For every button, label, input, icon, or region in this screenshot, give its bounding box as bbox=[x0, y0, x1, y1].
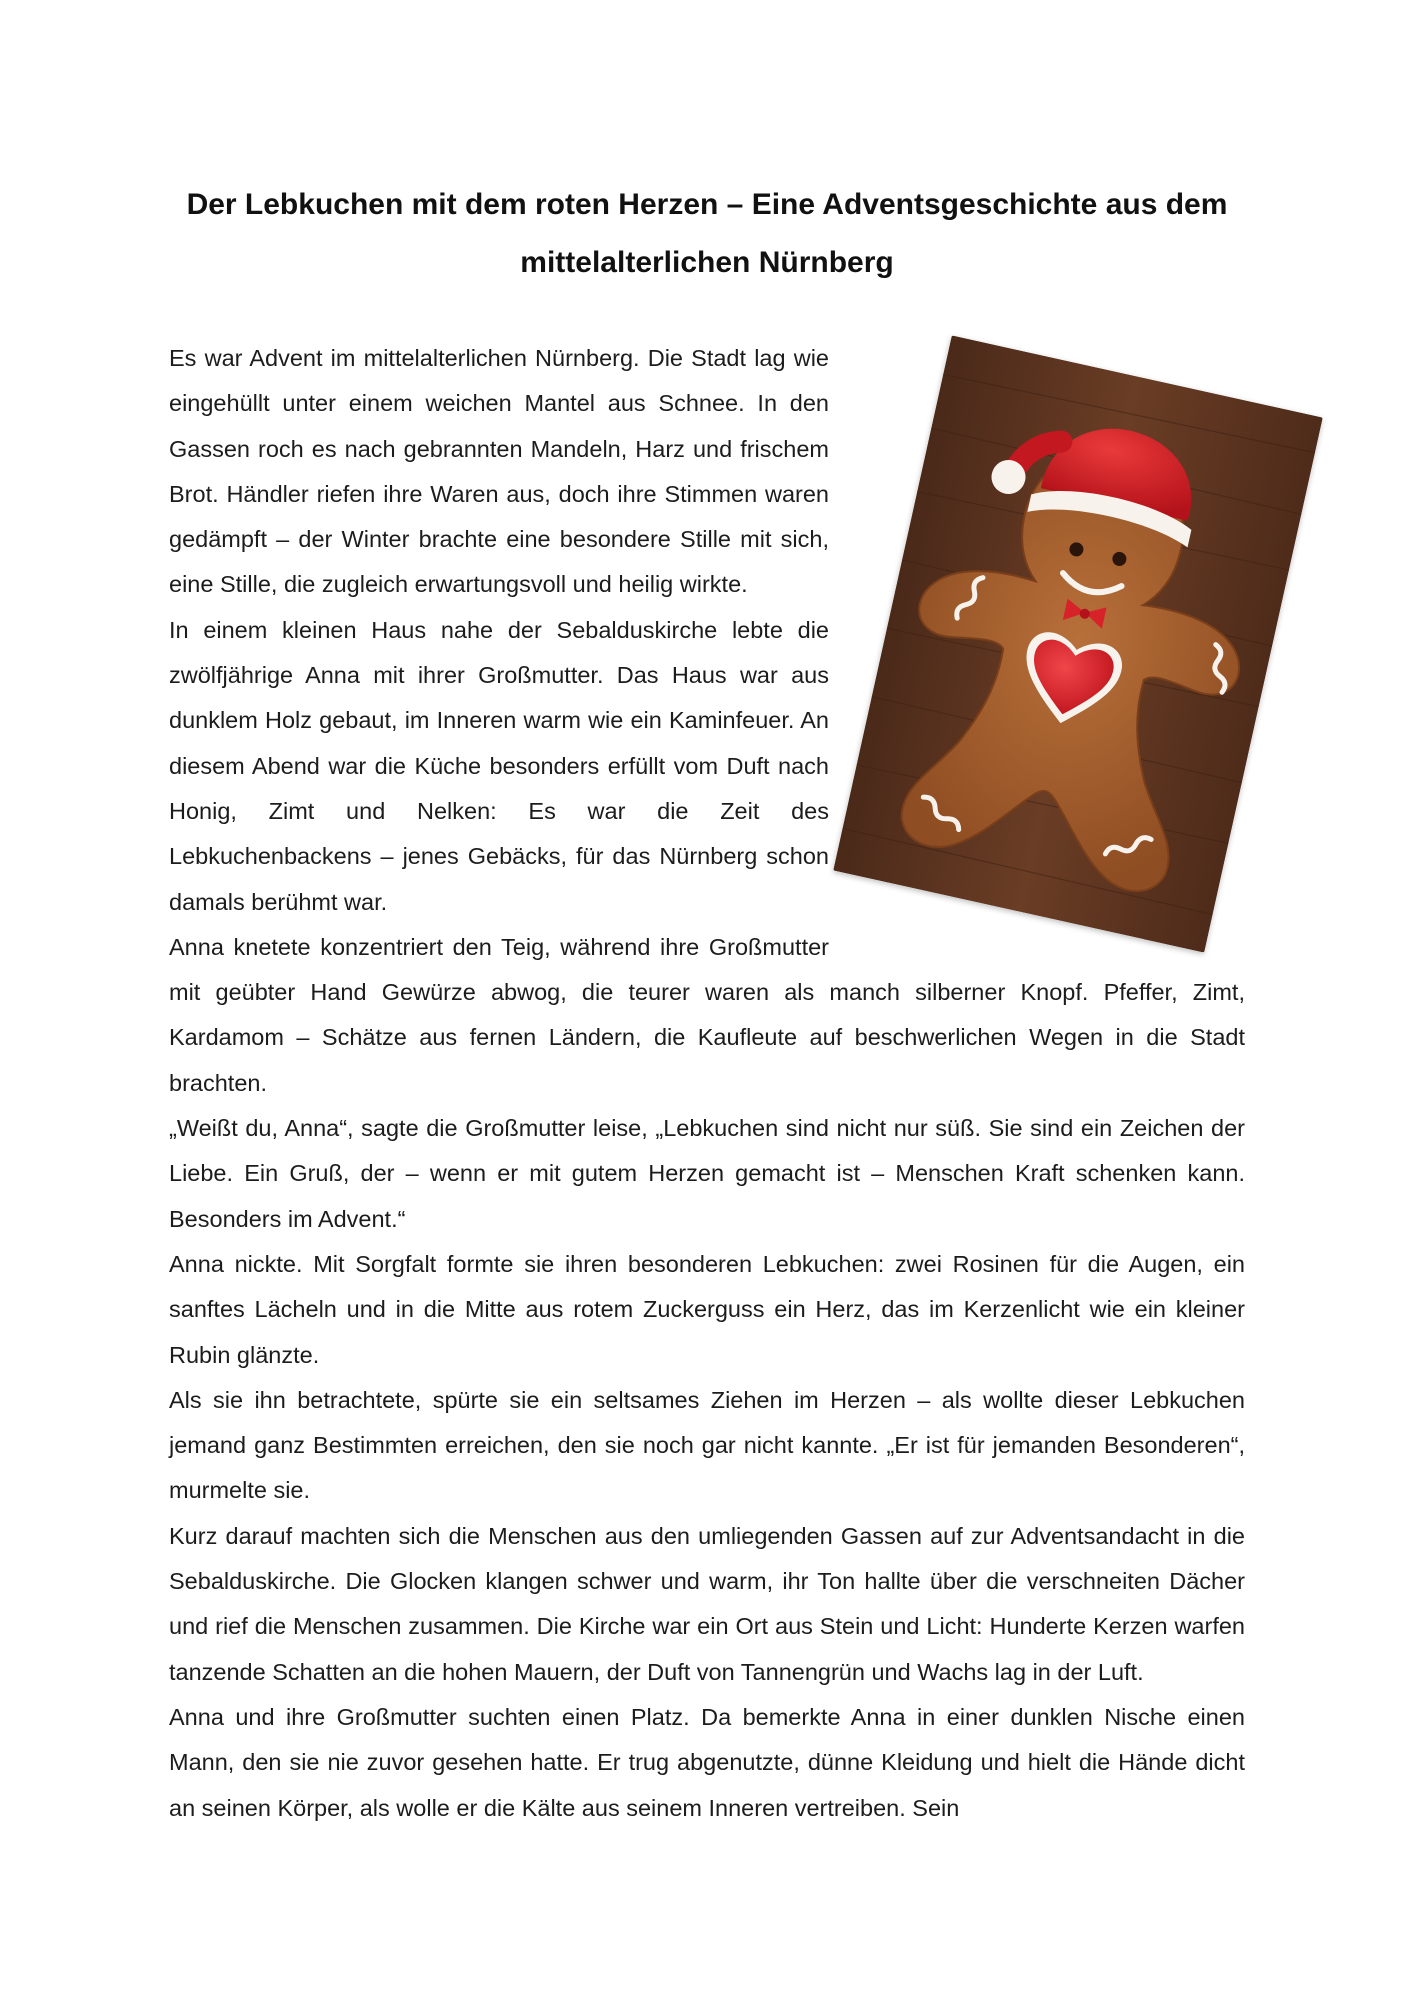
image-float-spacer bbox=[845, 336, 1245, 936]
paragraph: Kurz darauf machten sich die Menschen aus den umliegenden Gassen auf zur Adventsandacht in die Sebalduskirche. Die Glocken klangen schwer und warm, ihr Ton hallte über die verschneiten Dächer und rief die Menschen zusammen. Die Kirche war ein Ort aus Stein und Licht: Hunderte Kerzen warfen tanzende Schatten an die hohen Mauern, der Duft von Tannengrün und Wachs lag in der Luft. bbox=[169, 1522, 1245, 1685]
paragraph: Anna und ihre Großmutter suchten einen Platz. Da bemerkte Anna in einer dunklen Nische einen Mann, den sie nie zuvor gesehen hatte. Er trug abgenutzte, dünne Kleidung und hielt die Hände dicht an seinen Körper, als wolle er die Kälte aus seinem Inneren vertreiben. Sein bbox=[169, 1703, 1245, 1821]
paragraph: In einem kleinen Haus nahe der Sebalduskirche lebte die zwölfjährige Anna mit ihrer Großmutter. Das Haus war aus dunklem Holz gebaut, im Inneren warm wie ein Kaminfeuer. An diesem Abend war die Küche besonders erfüllt vom Duft nach Honig, Zimt und Nelken: Es war die Zeit des Lebkuchenbackens – jenes Gebäcks, für das Nürnberg schon damals berühmt war. bbox=[169, 616, 829, 915]
story-body bbox=[169, 336, 1245, 1831]
document-title: Der Lebkuchen mit dem roten Herzen – Eine Adventsgeschichte aus dem mittelalterlichen Nürnberg bbox=[186, 188, 1228, 279]
paragraph: Es war Advent im mittelalterlichen Nürnberg. Die Stadt lag wie eingehüllt unter einem weichen Mantel aus Schnee. In den Gassen roch es nach gebrannten Mandeln, Harz und frischem Brot. Händler riefen ihre Waren aus, doch ihre Stimmen waren gedämpft – der Winter brachte eine besondere Stille mit sich, eine Stille, die zugleich erwartungsvoll und heilig wirkte. bbox=[169, 345, 829, 598]
paragraph: „Weißt du, Anna“, sagte die Großmutter leise, „Lebkuchen sind nicht nur süß. Sie sind ein Zeichen der Liebe. Ein Gruß, der – wenn er mit gutem Herzen gemacht ist – Menschen Kraft schenken kann. Besonders im Advent.“ bbox=[169, 1115, 1245, 1232]
paragraph: Als sie ihn betrachtete, spürte sie ein seltsames Ziehen im Herzen – als wollte dieser Lebkuchen jemand ganz Bestimmten erreichen, den sie noch gar nicht kannte. „Er ist für jemanden Besonderen“, murmelte sie. bbox=[169, 1386, 1245, 1504]
paragraph: Anna knetete konzentriert den Teig, während ihre Großmutter mit geübter Hand Gewürze abwog, die teurer waren als manch silberner Knopf. Pfeffer, Zimt, Kardamom – Schätze aus fernen Ländern, die Kaufleute auf beschwerlichen Wegen in die Stadt brachten. bbox=[169, 933, 1245, 1096]
paragraph: Anna nickte. Mit Sorgfalt formte sie ihren besonderen Lebkuchen: zwei Rosinen für die Augen, ein sanftes Lächeln und in die Mitte aus rotem Zuckerguss ein Herz, das im Kerzenlicht wie ein kleiner Rubin glänzte. bbox=[169, 1250, 1245, 1368]
